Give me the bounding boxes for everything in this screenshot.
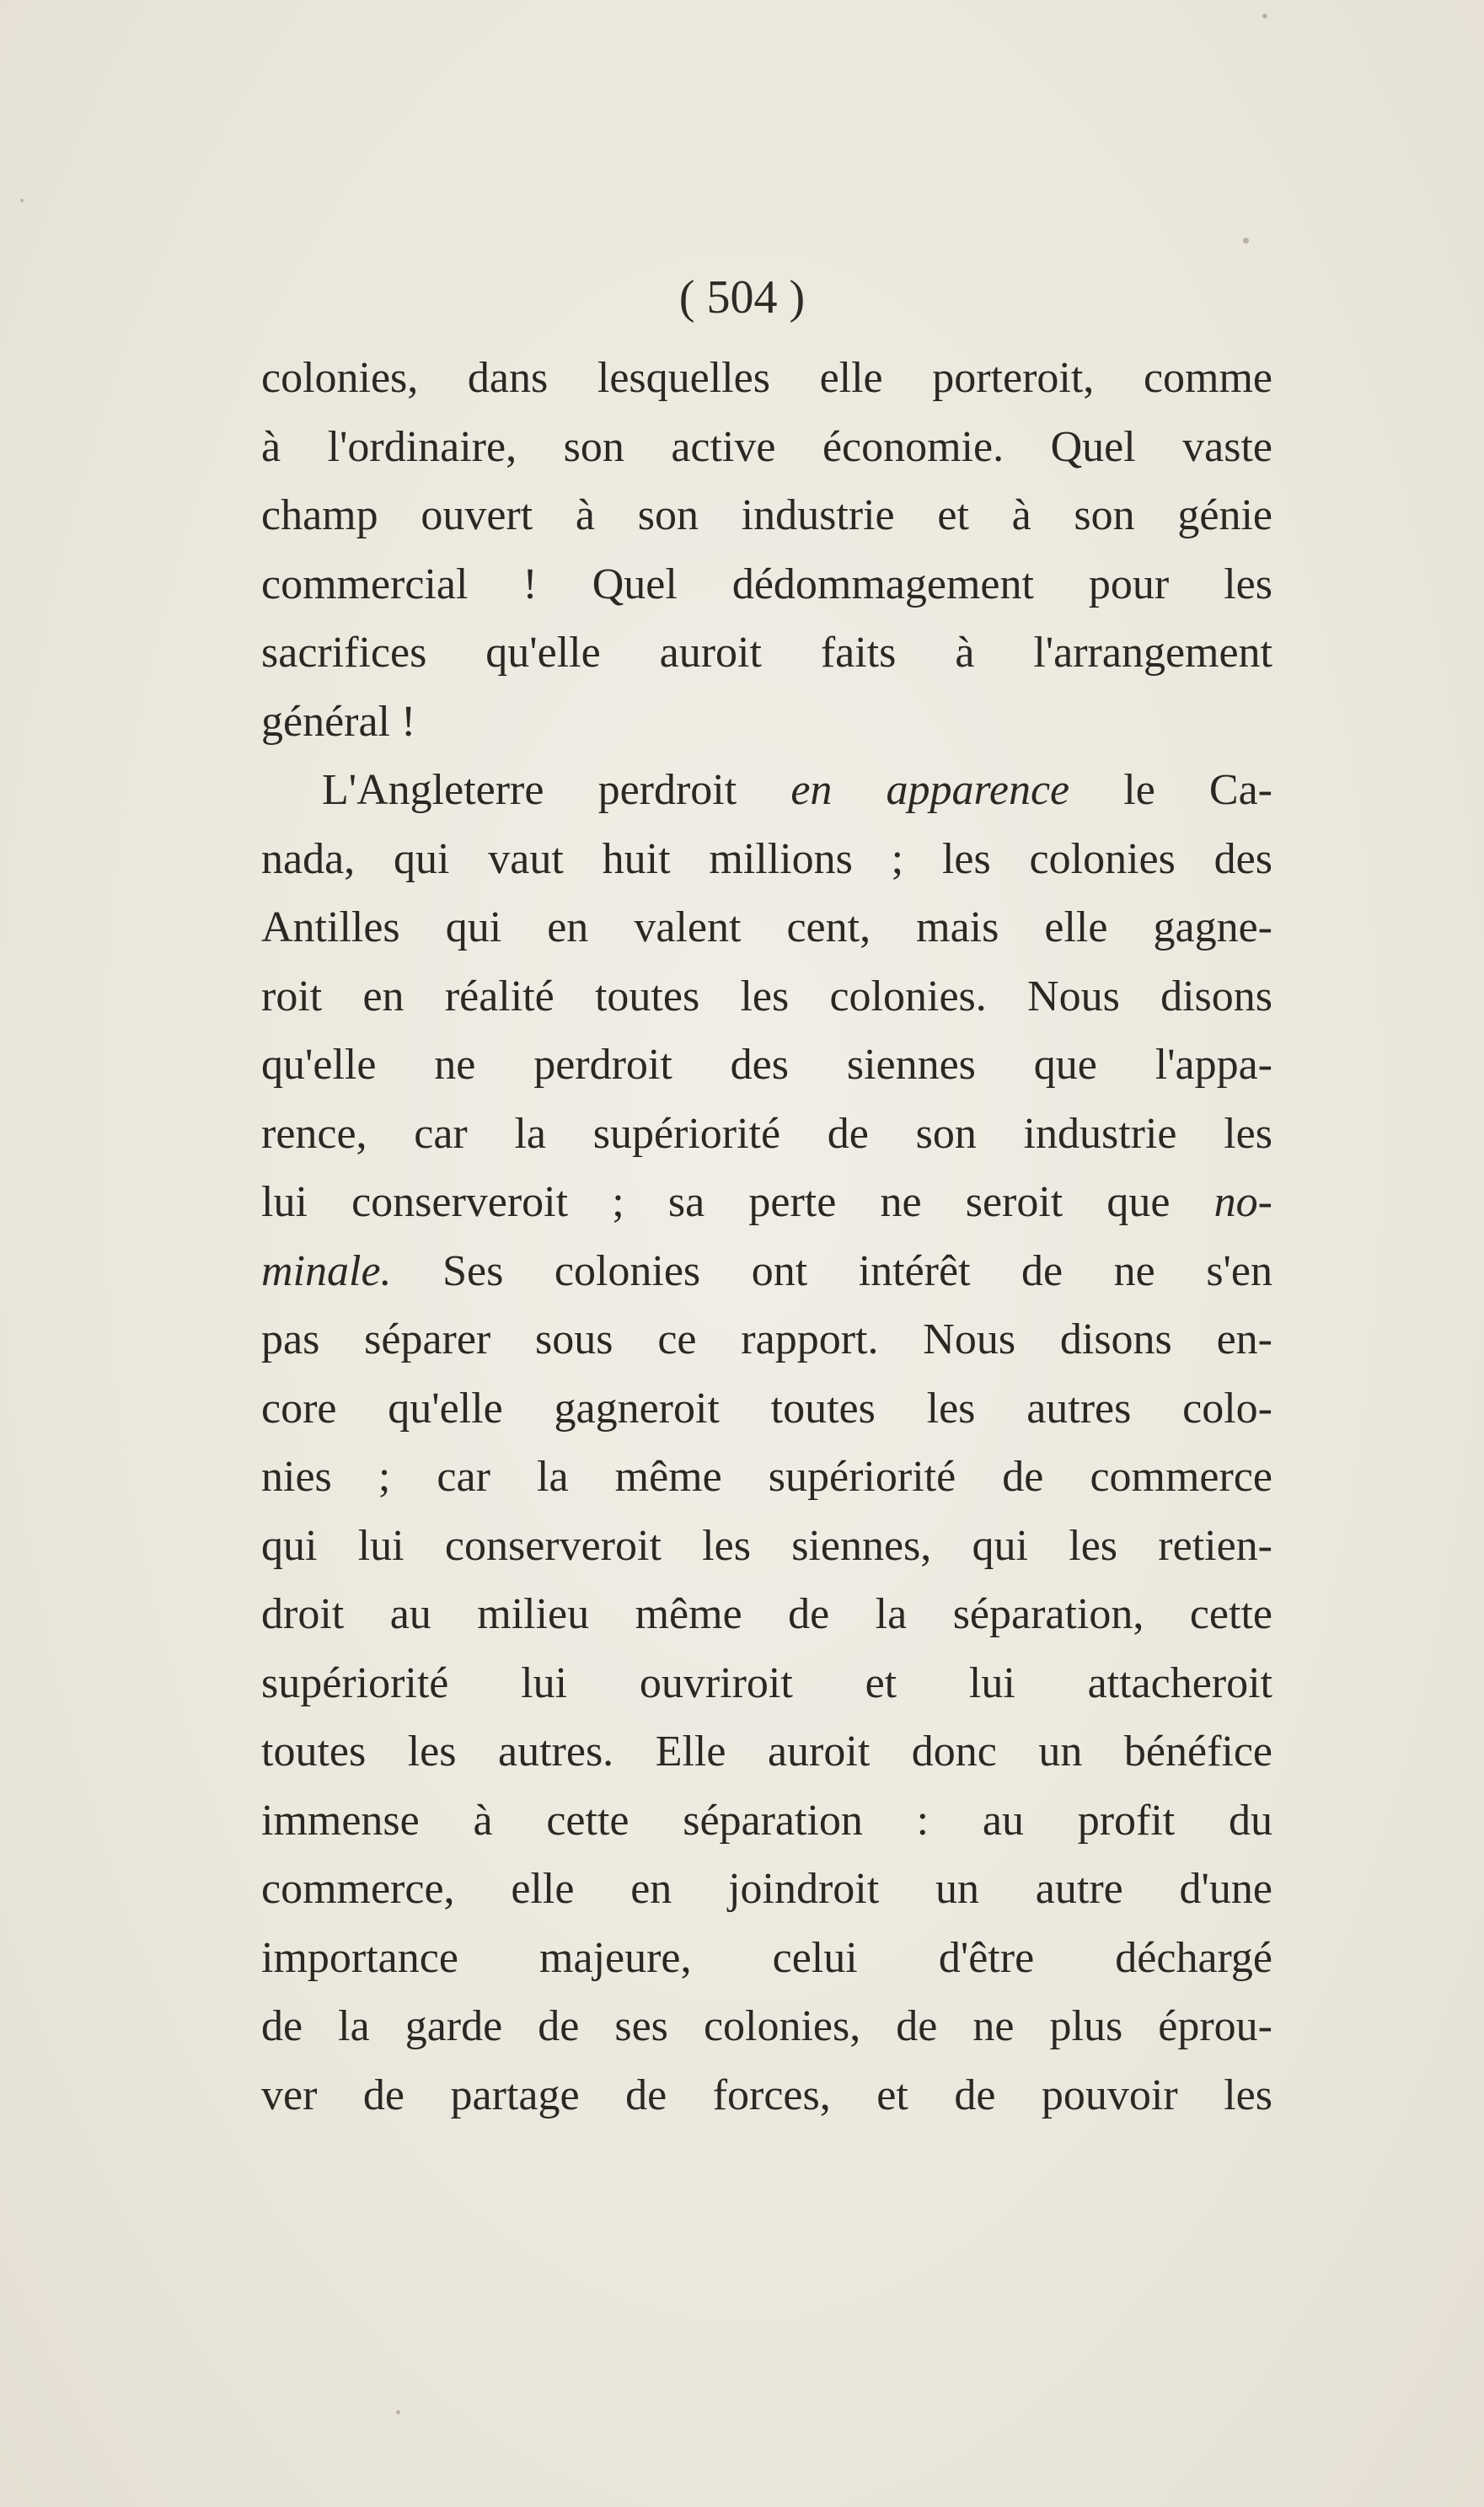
italic-run: minale. (261, 1246, 392, 1295)
text-line: core qu'elle gagneroit toutes les autres colo- (261, 1384, 1272, 1433)
text-line: qui lui conserveroit les siennes, qui les retien- (261, 1521, 1272, 1570)
text-line: qu'elle ne perdroit des siennes que l'appa- (261, 1041, 1272, 1089)
text-line: nada, qui vaut huit millions ; les colonies des (261, 834, 1272, 883)
text-line: ver de partage de forces, et de pouvoir les (261, 2070, 1272, 2119)
text-line (261, 1237, 1272, 1306)
italic-run: en apparence (790, 766, 1070, 814)
text-line: pas séparer sous ce rapport. Nous disons en- (261, 1315, 1272, 1363)
text-line: supériorité lui ouvriroit et lui attacheroit (261, 1658, 1272, 1707)
text-line: à l'ordinaire, son active économie. Quel vaste (261, 422, 1272, 471)
text-line (261, 1168, 1272, 1237)
text-line: roit en réalité toutes les colonies. Nous disons (261, 972, 1272, 1020)
text-line: immense à cette séparation : au profit du (261, 1796, 1272, 1845)
text-line: sacrifices qu'elle auroit faits à l'arrangement (261, 629, 1272, 677)
text-line: droit au milieu même de la séparation, cette (261, 1590, 1272, 1638)
body-text (261, 344, 1272, 2129)
text-run: L'Angleterre perdroit (322, 766, 791, 814)
text-line (261, 756, 1272, 825)
text-line: champ ouvert à son industrie et à son génie (261, 491, 1272, 539)
page-number: ( 504 ) (678, 271, 806, 324)
text-run: Ses colonies ont intérêt de ne s'en (391, 1246, 1272, 1295)
italic-run: no- (1213, 1178, 1272, 1226)
text-line: général ! (261, 697, 416, 746)
text-run: le Ca- (1069, 766, 1272, 814)
text-line: nies ; car la même supériorité de commerce (261, 1453, 1272, 1501)
text-line: importance majeure, celui d'être déchargé (261, 1933, 1272, 1982)
text-line: Antilles qui en valent cent, mais elle gagne- (261, 903, 1272, 951)
text-line: commerce, elle en joindroit un autre d'une (261, 1865, 1272, 1913)
text-line: rence, car la supériorité de son industrie les (261, 1109, 1272, 1158)
text-line: colonies, dans lesquelles elle porteroit, comme (261, 354, 1272, 402)
text-line: de la garde de ses colonies, de ne plus éprou- (261, 2002, 1272, 2050)
text-run: lui conserveroit ; sa perte ne seroit que (261, 1178, 1214, 1226)
text-line: commercial ! Quel dédommagement pour les (261, 560, 1272, 608)
text-line: toutes les autres. Elle auroit donc un bénéfice (261, 1728, 1272, 1776)
